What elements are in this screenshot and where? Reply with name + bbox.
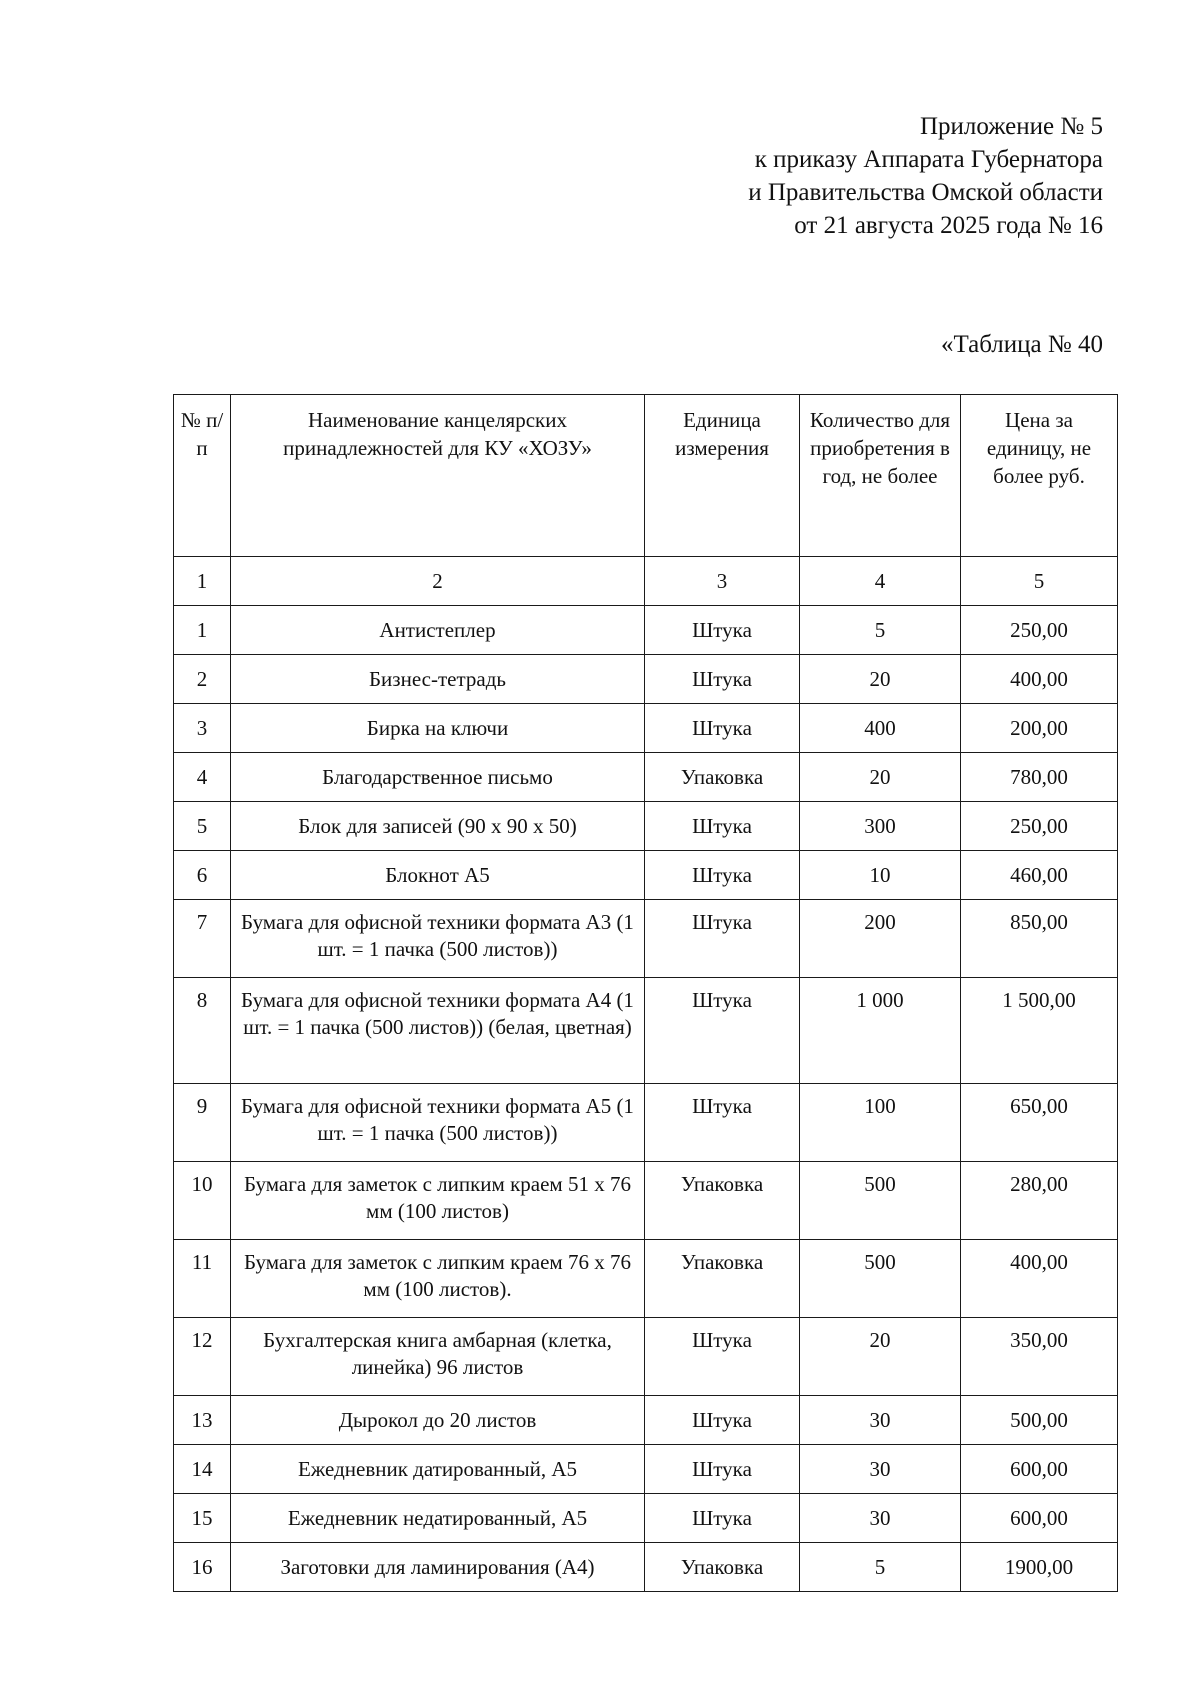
- row-number: 8: [174, 978, 231, 1084]
- item-quantity: 5: [800, 1543, 961, 1592]
- table-row: [174, 1318, 1118, 1396]
- row-number: 11: [174, 1240, 231, 1318]
- column-header-price: Цена за единицу, не более руб.: [961, 395, 1118, 557]
- table-row: [174, 655, 1118, 704]
- row-number: 15: [174, 1494, 231, 1543]
- row-number: 6: [174, 851, 231, 900]
- row-number: 5: [174, 802, 231, 851]
- item-quantity: 20: [800, 1318, 961, 1396]
- government-line: и Правительства Омской области: [748, 179, 1103, 206]
- column-header-quantity: Количество для приобретения в год, не более: [800, 395, 961, 557]
- table-row: [174, 1543, 1118, 1592]
- item-unit: Штука: [645, 1494, 800, 1543]
- item-unit: Штука: [645, 606, 800, 655]
- column-number: 3: [645, 557, 800, 606]
- item-price: 600,00: [961, 1494, 1118, 1543]
- item-price: 500,00: [961, 1396, 1118, 1445]
- row-number: 3: [174, 704, 231, 753]
- item-unit: Штука: [645, 851, 800, 900]
- table-row: [174, 802, 1118, 851]
- row-number: 2: [174, 655, 231, 704]
- item-name: Бухгалтерская книга амбарная (клетка, линейка) 96 листов: [231, 1318, 645, 1396]
- row-number: 12: [174, 1318, 231, 1396]
- item-name: Ежедневник датированный, А5: [231, 1445, 645, 1494]
- column-header-unit: Единица измерения: [645, 395, 800, 557]
- item-price: 280,00: [961, 1162, 1118, 1240]
- item-name: Заготовки для ламинирования (А4): [231, 1543, 645, 1592]
- item-price: 1900,00: [961, 1543, 1118, 1592]
- table-caption: «Таблица № 40: [940, 331, 1103, 358]
- table-row: [174, 606, 1118, 655]
- item-unit: Штука: [645, 900, 800, 978]
- column-number: 4: [800, 557, 961, 606]
- date-line: от 21 августа 2025 года № 16: [794, 212, 1103, 239]
- table-row: [174, 1162, 1118, 1240]
- table-body: [174, 606, 1118, 1592]
- item-name: Бизнес-тетрадь: [231, 655, 645, 704]
- item-unit: Штука: [645, 1084, 800, 1162]
- item-name: Блокнот А5: [231, 851, 645, 900]
- item-quantity: 400: [800, 704, 961, 753]
- item-quantity: 30: [800, 1494, 961, 1543]
- item-price: 400,00: [961, 1240, 1118, 1318]
- item-price: 250,00: [961, 802, 1118, 851]
- table-row: [174, 1240, 1118, 1318]
- table-row: [174, 1084, 1118, 1162]
- item-unit: Упаковка: [645, 1543, 800, 1592]
- item-name: Бумага для офисной техники формата А5 (1 шт. = 1 пачка (500 листов)): [231, 1084, 645, 1162]
- row-number: 10: [174, 1162, 231, 1240]
- item-name: Бумага для офисной техники формата А4 (1 шт. = 1 пачка (500 листов)) (белая, цветная): [231, 978, 645, 1084]
- table-row: [174, 1396, 1118, 1445]
- item-quantity: 500: [800, 1240, 961, 1318]
- table-header-row: [174, 395, 1118, 557]
- item-name: Блок для записей (90 х 90 х 50): [231, 802, 645, 851]
- item-quantity: 300: [800, 802, 961, 851]
- item-price: 350,00: [961, 1318, 1118, 1396]
- item-price: 460,00: [961, 851, 1118, 900]
- item-unit: Штука: [645, 655, 800, 704]
- item-unit: Упаковка: [645, 1240, 800, 1318]
- item-unit: Штука: [645, 978, 800, 1084]
- item-quantity: 200: [800, 900, 961, 978]
- row-number: 4: [174, 753, 231, 802]
- item-name: Бумага для заметок с липким краем 76 х 76 мм (100 листов).: [231, 1240, 645, 1318]
- item-unit: Штука: [645, 1445, 800, 1494]
- table-row: [174, 851, 1118, 900]
- item-price: 400,00: [961, 655, 1118, 704]
- item-quantity: 30: [800, 1396, 961, 1445]
- item-name: Бумага для заметок с липким краем 51 х 76 мм (100 листов): [231, 1162, 645, 1240]
- item-unit: Штука: [645, 1318, 800, 1396]
- item-unit: Штука: [645, 802, 800, 851]
- item-name: Дырокол до 20 листов: [231, 1396, 645, 1445]
- item-quantity: 1 000: [800, 978, 961, 1084]
- item-price: 200,00: [961, 704, 1118, 753]
- row-number: 1: [174, 606, 231, 655]
- column-number-row: [174, 557, 1118, 606]
- item-price: 650,00: [961, 1084, 1118, 1162]
- row-number: 7: [174, 900, 231, 978]
- item-price: 850,00: [961, 900, 1118, 978]
- item-quantity: 10: [800, 851, 961, 900]
- table-row: [174, 753, 1118, 802]
- item-quantity: 500: [800, 1162, 961, 1240]
- item-price: 1 500,00: [961, 978, 1118, 1084]
- item-price: 600,00: [961, 1445, 1118, 1494]
- order-line: к приказу Аппарата Губернатора: [754, 146, 1103, 173]
- item-name: Антистеплер: [231, 606, 645, 655]
- table-row: [174, 978, 1118, 1084]
- item-name: Благодарственное письмо: [231, 753, 645, 802]
- row-number: 14: [174, 1445, 231, 1494]
- supplies-table: [173, 394, 1118, 1592]
- item-quantity: 100: [800, 1084, 961, 1162]
- item-price: 780,00: [961, 753, 1118, 802]
- item-quantity: 20: [800, 753, 961, 802]
- row-number: 9: [174, 1084, 231, 1162]
- item-quantity: 30: [800, 1445, 961, 1494]
- item-price: 250,00: [961, 606, 1118, 655]
- row-number: 13: [174, 1396, 231, 1445]
- item-unit: Штука: [645, 704, 800, 753]
- table-row: [174, 1494, 1118, 1543]
- table-row: [174, 704, 1118, 753]
- item-unit: Упаковка: [645, 753, 800, 802]
- item-unit: Упаковка: [645, 1162, 800, 1240]
- document-header: [748, 110, 1103, 242]
- column-header-name: Наименование канцелярских принадлежностей для КУ «ХОЗУ»: [231, 395, 645, 557]
- appendix-line: Приложение № 5: [919, 113, 1103, 140]
- item-quantity: 20: [800, 655, 961, 704]
- column-header-number: № п/п: [174, 395, 231, 557]
- column-number: 1: [174, 557, 231, 606]
- row-number: 16: [174, 1543, 231, 1592]
- item-name: Бумага для офисной техники формата А3 (1 шт. = 1 пачка (500 листов)): [231, 900, 645, 978]
- column-number: 2: [231, 557, 645, 606]
- item-name: Бирка на ключи: [231, 704, 645, 753]
- table-row: [174, 900, 1118, 978]
- table-row: [174, 1445, 1118, 1494]
- column-number: 5: [961, 557, 1118, 606]
- item-name: Ежедневник недатированный, А5: [231, 1494, 645, 1543]
- item-quantity: 5: [800, 606, 961, 655]
- item-unit: Штука: [645, 1396, 800, 1445]
